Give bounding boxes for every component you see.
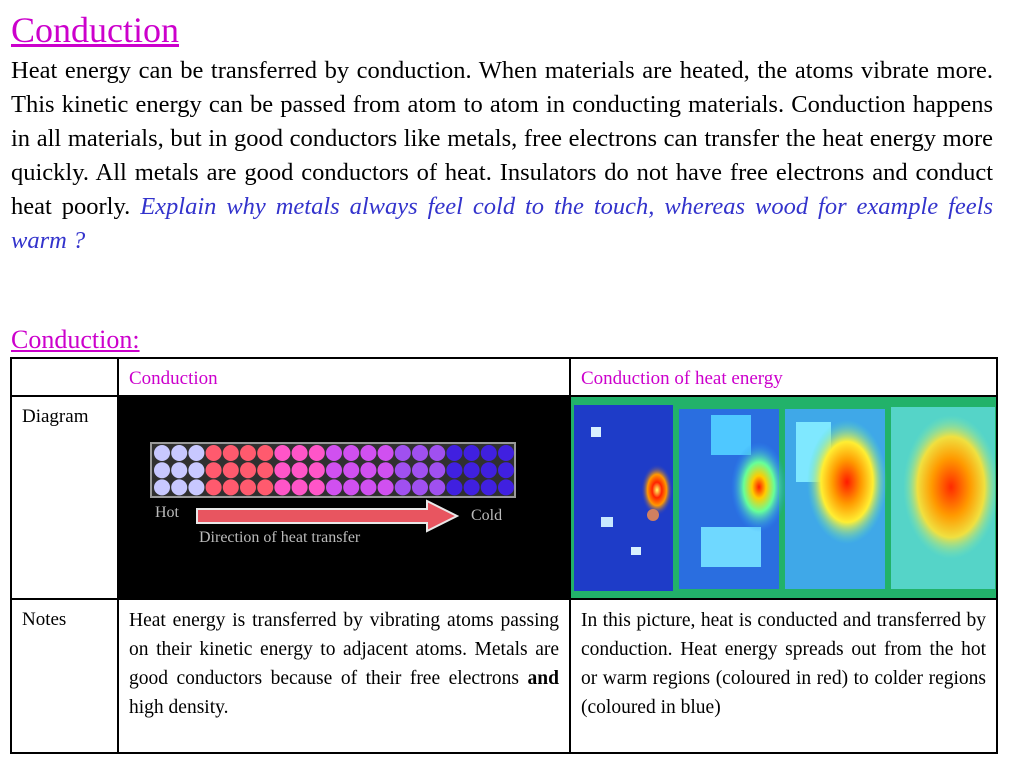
atom-circle [498,445,514,461]
intro-paragraph [11,54,993,258]
atom-circle [154,479,170,495]
atom-circle [481,479,497,495]
atom-circle [429,445,445,461]
section-subtitle: Conduction: [11,325,140,354]
atom-circle [309,445,325,461]
notes-conduction-bold: and [527,668,559,689]
atom-circle [240,462,256,478]
table-header-row [11,358,997,396]
atom-circle [343,445,359,461]
atom-circle [446,445,462,461]
atom-diagram-cell [118,396,570,599]
atom-circle [223,462,239,478]
table-corner-cell [11,358,118,396]
col-header-heat-energy: Conduction of heat energy [570,358,997,396]
atom-circle [206,445,222,461]
atom-circle [395,445,411,461]
intro-body: Heat energy can be transferred by conduction. When materials are heated, the atoms vibrate more. This kinetic energy can be passed from atom to atom in conducting materials. Conduction happens in all materials, but in good conductors like metals, free electrons can transfer the heat energy more quickly. All metals are good conductors of heat. Insulators do not have free electrons and conduct heat poorly. [11,57,993,220]
notes-heat-energy: In this picture, heat is conducted and transferred by conduction. Heat energy spreads out from the hot or warm regions (coloured in red) to colder regions (coloured in blue) [570,599,997,753]
atom-circle [240,479,256,495]
thermal-image-cell [570,396,997,599]
atom-lattice-diagram [119,397,570,598]
atom-circle [395,462,411,478]
atom-circle [412,479,428,495]
atom-circle [274,462,290,478]
table-row-notes [11,599,997,753]
atom-circle [498,479,514,495]
col-header-conduction: Conduction [118,358,570,396]
intro-question: Explain why metals always feel cold to the touch, whereas wood for example feels warm ? [11,193,994,254]
atom-circle [326,445,342,461]
atom-circle [188,445,204,461]
atom-circle [498,462,514,478]
atom-circle [464,445,480,461]
atom-circle [395,479,411,495]
page-title: Conduction [11,10,179,50]
atom-circle [171,445,187,461]
hot-label: Hot [155,504,179,521]
atom-circle [274,479,290,495]
atom-circle [343,462,359,478]
atom-circle [257,445,273,461]
notes-conduction-text-b: high density. [129,697,229,718]
atom-circle [446,479,462,495]
atom-circle [206,479,222,495]
atom-circle [326,479,342,495]
atom-circle [309,479,325,495]
heat-spot-4 [903,415,997,559]
atom-circle [360,462,376,478]
atom-circle [154,445,170,461]
atom-circle [292,479,308,495]
atom-circle [343,479,359,495]
atom-circle [257,479,273,495]
atom-circle [412,462,428,478]
atom-circle [171,462,187,478]
atom-circle [378,445,394,461]
atom-circle [309,462,325,478]
atom-circle [464,479,480,495]
atom-circle [464,462,480,478]
cold-label: Cold [471,507,503,524]
atom-circle [429,479,445,495]
heat-direction-arrow-icon [197,501,457,531]
atom-circle [378,462,394,478]
heat-transfer-caption: Direction of heat transfer [199,529,361,546]
heat-spot-2 [731,442,787,532]
conduction-table [10,357,998,754]
atom-circle [412,445,428,461]
atom-circle [481,462,497,478]
atom-circle [326,462,342,478]
atom-circle [274,445,290,461]
atom-circle [223,445,239,461]
row-label-notes: Notes [11,599,118,753]
atom-circle [360,479,376,495]
atom-circle [188,462,204,478]
heat-spot-1 [641,464,673,516]
atom-circle [360,445,376,461]
atom-circle [188,479,204,495]
atom-circle [429,462,445,478]
atom-circle [378,479,394,495]
table-row-diagram [11,396,997,599]
atom-circle [223,479,239,495]
row-label-diagram: Diagram [11,396,118,599]
atom-circle [154,462,170,478]
atom-circle [240,445,256,461]
atom-circle [446,462,462,478]
notes-conduction [118,599,570,753]
atom-circle [206,462,222,478]
atom-circle [292,462,308,478]
atom-circle [257,462,273,478]
atom-circle [481,445,497,461]
atom-grid [154,445,514,495]
notes-conduction-text-a: Heat energy is transferred by vibrating atoms passing on their kinetic energy to adjacent atoms. Metals are good conductors because of their free electrons [129,610,559,689]
thermal-conduction-image [571,397,997,598]
heat-spot-3 [807,420,887,544]
atom-circle [292,445,308,461]
atom-circle [171,479,187,495]
